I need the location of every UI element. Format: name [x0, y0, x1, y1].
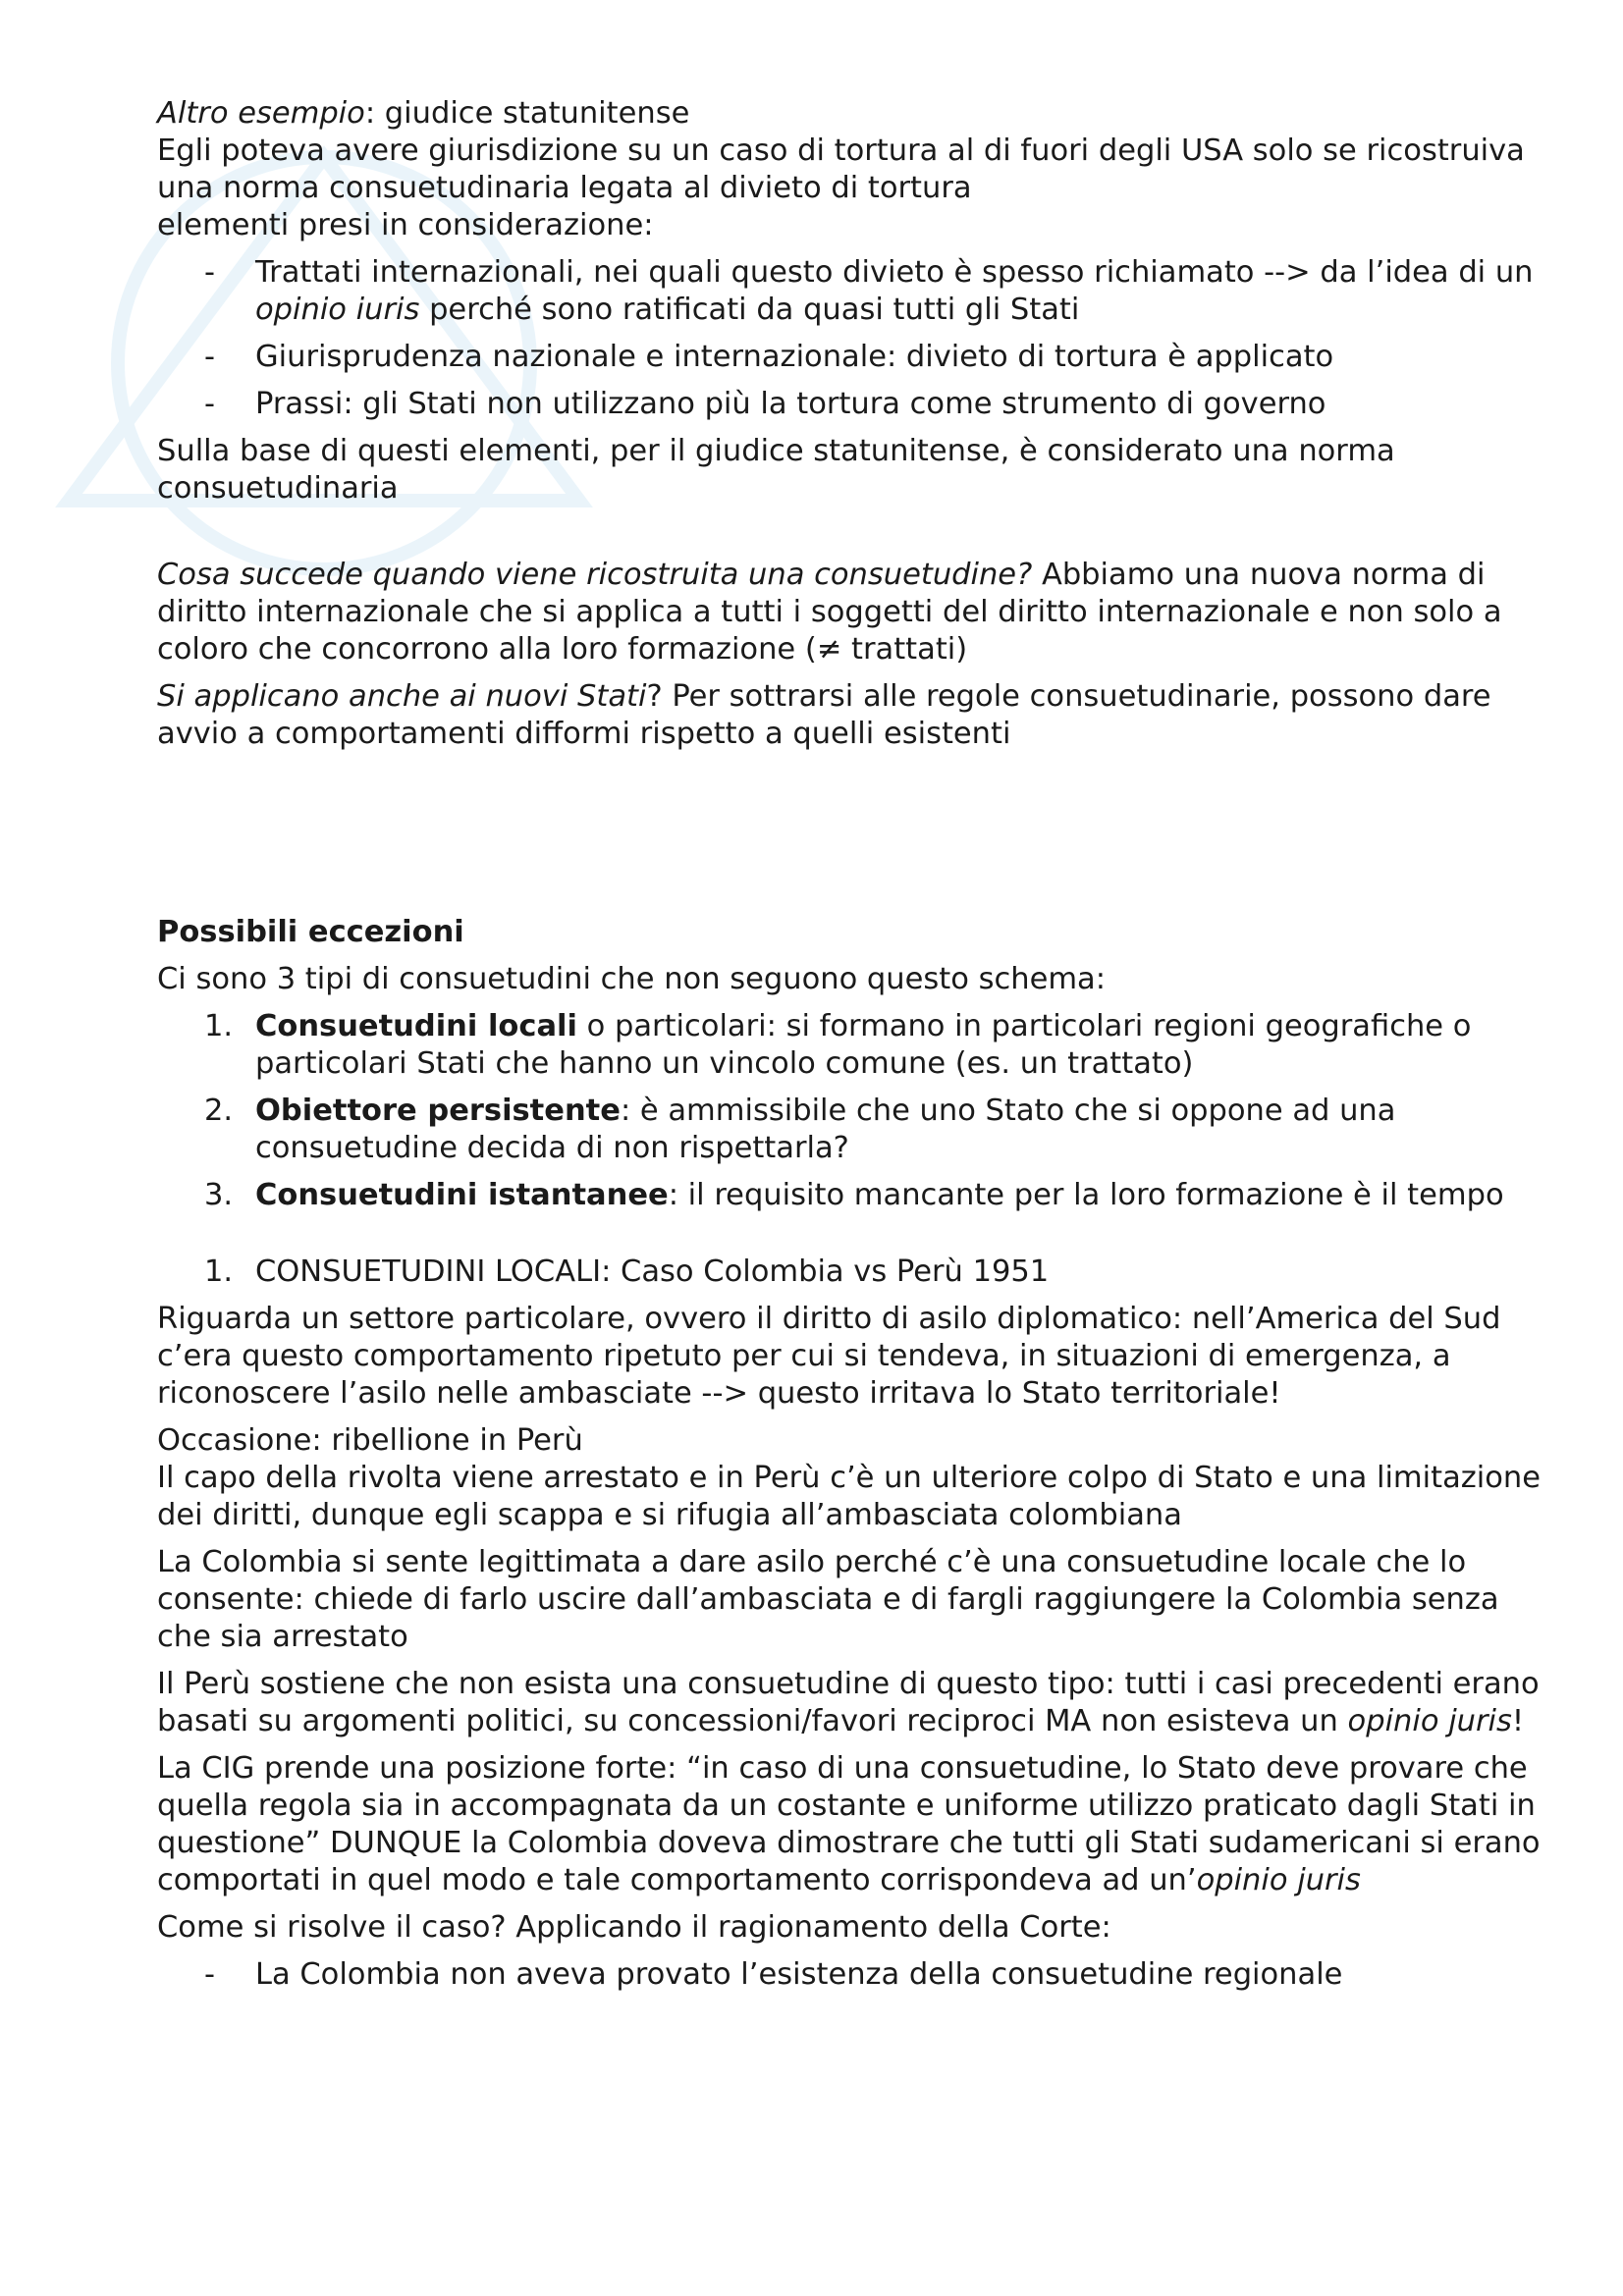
paragraph: elementi presi in considerazione:	[157, 208, 654, 242]
paragraph: Come si risolve il caso? Applicando il ragionamento della Corte:	[157, 1910, 1111, 1945]
paragraph: Cosa succede quando viene ricostruita una consuetudine? Abbiamo una nuova norma di diritto internazionale che si applica a tutti i soggetti del diritto internazionale e non solo a coloro che concorrono alla loro formazione (≠ trattati)	[157, 558, 1502, 667]
exceptions-list	[157, 1008, 1551, 1214]
paragraph: La CIG prende una posizione forte: “in caso di una consuetudine, lo Stato deve provare che quella regola sia in accompagnata da un costante e uniforme utilizzo praticato dagli Stati in questione” DUNQUE la Colombia doveva dimostrare che tutti gli Stati sudamericani si erano comportati in quel modo e tale comportamento corrispondeva ad un’opinio juris	[157, 1751, 1541, 1897]
paragraph: Sulla base di questi elementi, per il giudice statunitense, è considerato una norma consuetudinaria	[157, 434, 1395, 506]
list-item: 1. Consuetudini locali o particolari: si formano in particolari regioni geografiche o particolari Stati che hanno un vincolo comune (es. un trattato)	[204, 1009, 1472, 1081]
list-item: - La Colombia non aveva provato l’esistenza della consuetudine regionale	[204, 1957, 1343, 1992]
case-heading-list	[157, 1254, 1551, 1291]
paragraph: Riguarda un settore particolare, ovvero il diritto di asilo diplomatico: nell’America del Sud c’era questo comportamento ripetuto per cui si tendeva, in situazioni di emergenza, a riconoscere l’asilo nelle ambasciate --> questo irritava lo Stato territoriale!	[157, 1302, 1501, 1411]
section-heading: Possibili eccezioni	[157, 915, 464, 949]
paragraph: Ci sono 3 tipi di consuetudini che non seguono questo schema:	[157, 962, 1107, 996]
paragraph: Il capo della rivolta viene arrestato e in Perù c’è un ulteriore colpo di Stato e una limitazione dei diritti, dunque egli scappa e si rifugia all’ambasciata colombiana	[157, 1461, 1542, 1532]
list-item: - Prassi: gli Stati non utilizzano più la tortura come strumento di governo	[204, 387, 1326, 421]
paragraph: Occasione: ribellione in Perù	[157, 1423, 583, 1458]
example-line: Altro esempio: giudice statunitense	[157, 96, 690, 131]
paragraph: Il Perù sostiene che non esista una consuetudine di questo tipo: tutti i casi precedenti erano basati su argomenti politici, su concessioni/favori reciproci MA non esisteva un opinio juris!	[157, 1667, 1540, 1738]
paragraph: La Colombia si sente legittimata a dare asilo perché c’è una consuetudine locale che lo consente: chiede di farlo uscire dall’ambasciata e di fargli raggiungere la Colombia senza che sia arrestato	[157, 1545, 1499, 1654]
list-item: 2. Obiettore persistente: è ammissibile che uno Stato che si oppone ad una consuetudine decida di non rispettarla?	[204, 1094, 1396, 1165]
list-item: 3. Consuetudini istantanee: il requisito mancante per la loro formazione è il tempo	[204, 1178, 1504, 1212]
example-label: Altro esempio	[157, 96, 365, 131]
paragraph: Si applicano anche ai nuovi Stati? Per sottrarsi alle regole consuetudinarie, possono dare avvio a comportamenti difformi rispetto a quelli esistenti	[157, 679, 1491, 751]
elements-list	[157, 254, 1551, 423]
resolution-list	[157, 1956, 1551, 1994]
document-page	[157, 95, 1551, 2003]
paragraph: Egli poteva avere giurisdizione su un caso di tortura al di fuori degli USA solo se ricostruiva una norma consuetudinaria legata al divieto di tortura	[157, 133, 1525, 205]
list-item: - Trattati internazionali, nei quali questo divieto è spesso richiamato --> da l’idea di un opinio iuris perché sono ratificati da quasi tutti gli Stati	[204, 255, 1534, 327]
list-item: - Giurisprudenza nazionale e internazionale: divieto di tortura è applicato	[204, 340, 1334, 374]
case-title: 1. CONSUETUDINI LOCALI: Caso Colombia vs Perù 1951	[204, 1255, 1050, 1289]
